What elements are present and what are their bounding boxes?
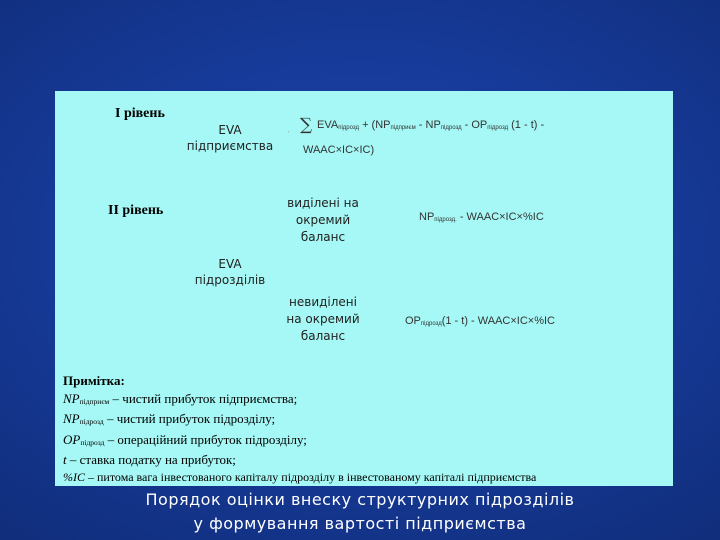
slide-caption	[0, 488, 720, 536]
divisions-eva-line1: EVA	[218, 257, 242, 271]
note-subscript: підприєм	[79, 396, 110, 406]
note-text: – операційний прибуток підрозділу;	[104, 431, 307, 447]
nonsep-formula-rest: (1 - t) - WAAC×IC×%IC	[441, 315, 555, 327]
enterprise-eva-label	[175, 122, 285, 154]
formula-sub-4: підрозд	[487, 125, 509, 131]
notes-title: Примітка:	[63, 373, 125, 388]
caption-line1: Порядок оцінки внеску структурних підрозділів	[145, 490, 575, 509]
non-separate-balance-line2: на окремий	[286, 312, 360, 326]
separate-balance-line2: окремий	[295, 213, 351, 227]
separate-balance-line3: баланс	[300, 230, 346, 244]
separate-balance-line1: виділені на	[287, 196, 359, 210]
sep-formula-term-np: NP	[419, 211, 435, 223]
nonsep-formula-term-op: OP	[405, 315, 421, 327]
formula-term-np-ent: + (NP	[359, 119, 391, 131]
divisions-eva-line2: підрозділів	[194, 273, 266, 287]
formula-term-eva: EVA	[317, 119, 339, 131]
formula-sub-2: підприєм	[390, 125, 416, 131]
divisions-eva-label	[175, 256, 285, 288]
non-separate-balance-formula	[405, 315, 555, 327]
note-item	[63, 469, 536, 487]
level-2-label: ІІ рівень	[108, 203, 164, 218]
note-symbol: t	[63, 452, 67, 467]
formula-sub-3: підрозд	[440, 125, 462, 131]
note-item	[63, 410, 536, 431]
note-symbol: %IC	[63, 469, 85, 484]
caption-line2: у формування вартості підприємства	[193, 514, 527, 533]
note-symbol: NP	[63, 411, 80, 426]
separate-balance-formula	[419, 211, 544, 223]
note-symbol: OP	[63, 431, 81, 447]
note-symbol: NP	[63, 390, 80, 406]
enterprise-eva-line1: EVA	[218, 123, 242, 137]
sep-formula-sub: підрозд.	[434, 217, 457, 223]
note-text: – питома вага інвестованого капіталу підрозділу в інвестованому капіталі підприємства	[85, 469, 537, 484]
notes-block	[63, 372, 536, 486]
non-separate-balance-line3: баланс	[300, 329, 346, 343]
formula-line2: WAAC×IC×IC)	[303, 144, 375, 156]
non-separate-balance-line1: невиділені	[289, 295, 357, 309]
non-separate-balance-label	[265, 294, 381, 345]
note-item	[63, 431, 536, 452]
level-1-label: І рівень	[115, 106, 165, 121]
note-text: – ставка податку на прибуток;	[66, 452, 236, 467]
note-item	[63, 390, 536, 411]
formula-term-np-div: - NP	[415, 119, 441, 131]
note-text: – чистий прибуток підприємства;	[109, 390, 298, 406]
note-subscript: підрозд	[79, 417, 104, 426]
nonsep-formula-sub: підрозд	[420, 321, 442, 327]
formula-line1	[317, 119, 544, 131]
formula-sub-1: підрозд	[338, 125, 360, 131]
separate-balance-label	[265, 195, 381, 246]
content-panel	[55, 91, 673, 486]
formula-tick: ˙	[287, 131, 291, 139]
note-item	[63, 451, 536, 469]
formula-term-op-div: - OP	[461, 119, 488, 131]
note-subscript: підрозд	[80, 437, 105, 447]
sep-formula-rest: - WAAC×IC×%IC	[456, 211, 544, 223]
formula-term-tax: (1 - t) -	[508, 119, 545, 131]
note-text: – чистий прибуток підрозділу;	[103, 411, 276, 426]
sigma-symbol: ∑	[300, 115, 313, 135]
enterprise-eva-line2: підприємства	[186, 139, 274, 153]
